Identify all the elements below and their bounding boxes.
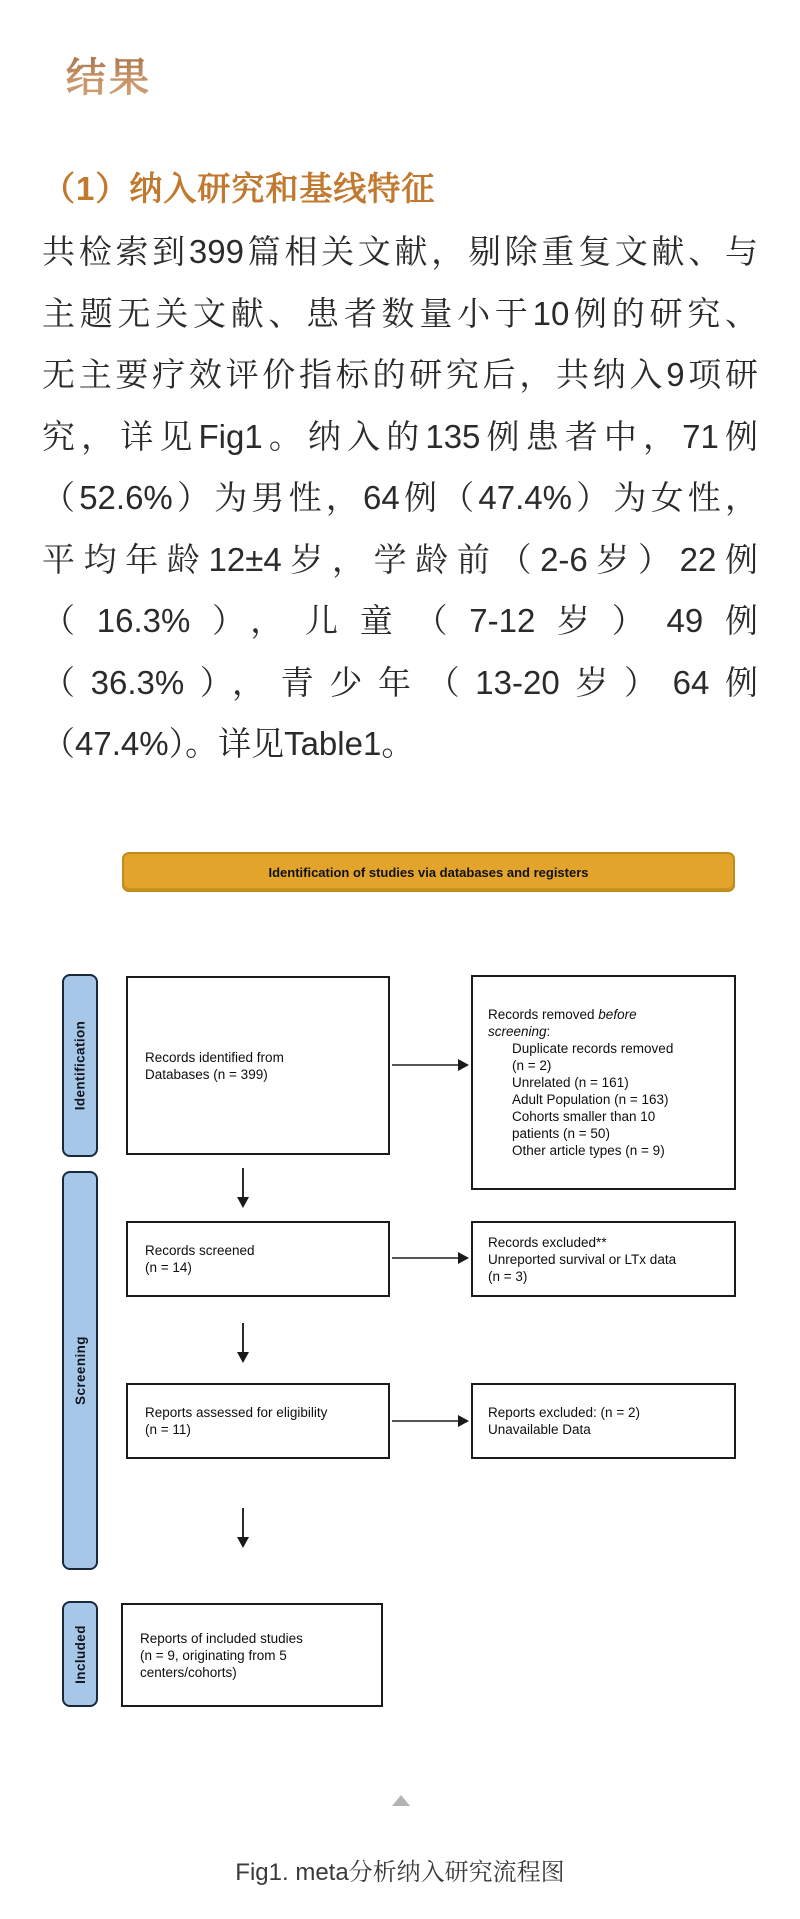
stage-bar-screening bbox=[62, 1171, 98, 1570]
diagram-header-bar: Identification of studies via databases and registers bbox=[122, 852, 735, 892]
stage-bar-identification bbox=[62, 974, 98, 1157]
figure-caption: Fig1. meta分析纳入研究流程图 bbox=[235, 1859, 565, 1886]
records-removed-items: Duplicate records removed (n = 2) Unrelated (n = 161) Adult Population (n = 163) Cohorts smaller than 10 patients (n = 50) Other article types (n = 9) bbox=[512, 1041, 674, 1158]
records-removed-box bbox=[471, 975, 736, 1190]
reports-included-box bbox=[121, 1603, 383, 1707]
page-title: 结果 bbox=[66, 46, 152, 103]
records-screened-text: Records screened (n = 14) bbox=[145, 1243, 255, 1275]
stage-screening-label: Screening bbox=[72, 1336, 88, 1405]
section-heading: （1）纳入研究和基线特征 bbox=[42, 170, 436, 207]
reports-assessed-box bbox=[126, 1383, 390, 1459]
stage-included-label: Included bbox=[72, 1624, 88, 1684]
records-screened-box bbox=[126, 1221, 390, 1297]
stage-bar-included bbox=[62, 1601, 98, 1707]
reports-assessed-text: Reports assessed for eligibility (n = 11) bbox=[145, 1405, 328, 1437]
records-excluded-text: Records excluded** Unreported survival or LTx data (n = 3) bbox=[488, 1234, 677, 1284]
back-to-top-button[interactable] bbox=[388, 1789, 414, 1811]
records-identified-box bbox=[126, 976, 390, 1155]
reports-excluded-box bbox=[471, 1383, 736, 1459]
records-removed-line1: Records removed before bbox=[488, 1007, 637, 1022]
records-removed-line2: screening: bbox=[488, 1024, 551, 1039]
reports-included-text: Reports of included studies (n = 9, originating from 5 centers/cohorts) bbox=[140, 1630, 303, 1680]
up-triangle-icon bbox=[392, 1795, 410, 1806]
body-paragraph: 共检索到399篇相关文献，剔除重复文献、与 主题无关文献、患者数量小于10例的研究、 无主要疗效评价指标的研究后，共纳入9项研 究，详见Fig1。纳入的135例患者中，71例 （52.6%）为男性，64例（47.4%）为女性， 平均年龄12±4岁，学龄前（2-6岁）22例 （16.3%），儿童（7-12岁）49例 （36.3%），青少年（13-20岁）64例 （47.4%）。详见Table1。 bbox=[42, 233, 758, 762]
records-identified-text: Records identified from Databases (n = 399) bbox=[145, 1049, 284, 1082]
reports-excluded-text: Reports excluded: (n = 2) Unavailable Data bbox=[488, 1405, 640, 1437]
records-excluded-box bbox=[471, 1221, 736, 1297]
stage-identification-label: Identification bbox=[72, 1020, 88, 1111]
